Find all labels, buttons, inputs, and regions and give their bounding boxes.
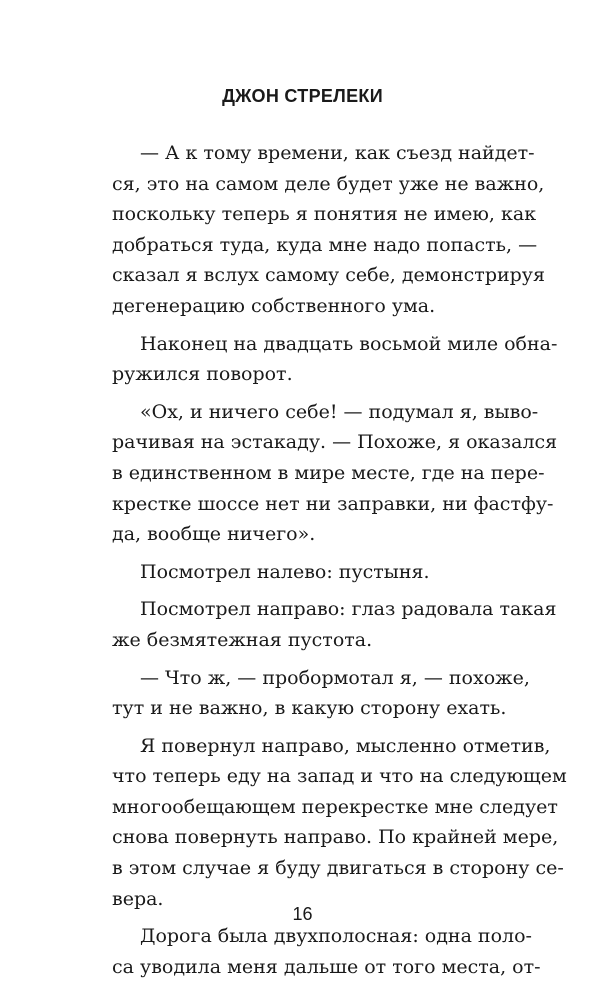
paragraph: [112, 138, 545, 322]
text-line: в этом случае я буду двигаться в сторону се-: [112, 857, 564, 880]
text-line: добраться туда, куда мне надо попасть, —: [112, 233, 538, 256]
text-line: тут и не важно, в какую сторону ехать.: [112, 697, 507, 720]
text-line: Я повернул направо, мысленно отметив,: [140, 734, 551, 757]
paragraph-gap: [112, 724, 528, 731]
paragraph: [112, 663, 528, 724]
body-text: [112, 138, 567, 982]
text-line: сказал я вслух самому себе, демонстрируя: [112, 264, 545, 287]
paragraph-gap: [112, 587, 528, 594]
text-line: «Ох, и ничего себе! — подумал я, выво-: [140, 400, 539, 423]
paragraph-gap: [112, 656, 528, 663]
text-line: Посмотрел налево: пустыня.: [140, 560, 430, 583]
text-line: крестке шоссе нет ни заправки, ни фастфу-: [112, 492, 554, 515]
text-line: Дорога была двухполосная: одна поло-: [140, 925, 532, 948]
text-line: многообещающем перекрестке мне следует: [112, 795, 558, 818]
text-line: что теперь еду на запад и что на следующем: [112, 765, 567, 788]
text-line: дегенерацию собственного ума.: [112, 294, 436, 317]
running-header: ДЖОН СТРЕЛЕКИ: [222, 86, 383, 106]
paragraph: [112, 594, 557, 655]
paragraph: [112, 731, 567, 915]
paragraph: [112, 557, 528, 588]
paragraph-gap: [112, 390, 528, 397]
paragraph: [112, 397, 558, 550]
paragraph-gap: [112, 550, 528, 557]
text-line: са уводила меня дальше от того места, от-: [112, 955, 541, 978]
paragraph: [112, 329, 558, 390]
text-line: — А к тому времени, как съезд найдет-: [140, 142, 535, 164]
text-line: поскольку теперь я понятия не имею, как: [112, 203, 537, 226]
page-number: 16: [292, 904, 313, 924]
text-line: снова повернуть направо. По крайней мере,: [112, 826, 559, 849]
paragraph-gap: [112, 322, 528, 329]
text-line: ся, это на самом деле будет уже не важно,: [112, 172, 545, 195]
paragraph: [112, 921, 541, 982]
text-line: ружился поворот.: [112, 363, 293, 386]
text-line: же безмятежная пустота.: [112, 628, 373, 651]
text-line: да, вообще ничего».: [112, 523, 316, 546]
text-line: в единственном в мире месте, где на пере-: [112, 461, 545, 484]
text-line: — Что ж, — пробормотал я, — похоже,: [140, 666, 530, 689]
text-line: Посмотрел направо: глаз радовала такая: [140, 598, 557, 621]
text-line: вера.: [112, 887, 164, 910]
text-line: Наконец на двадцать восьмой миле обна-: [140, 332, 558, 355]
text-line: рачивая на эстакаду. — Похоже, я оказался: [112, 431, 558, 454]
